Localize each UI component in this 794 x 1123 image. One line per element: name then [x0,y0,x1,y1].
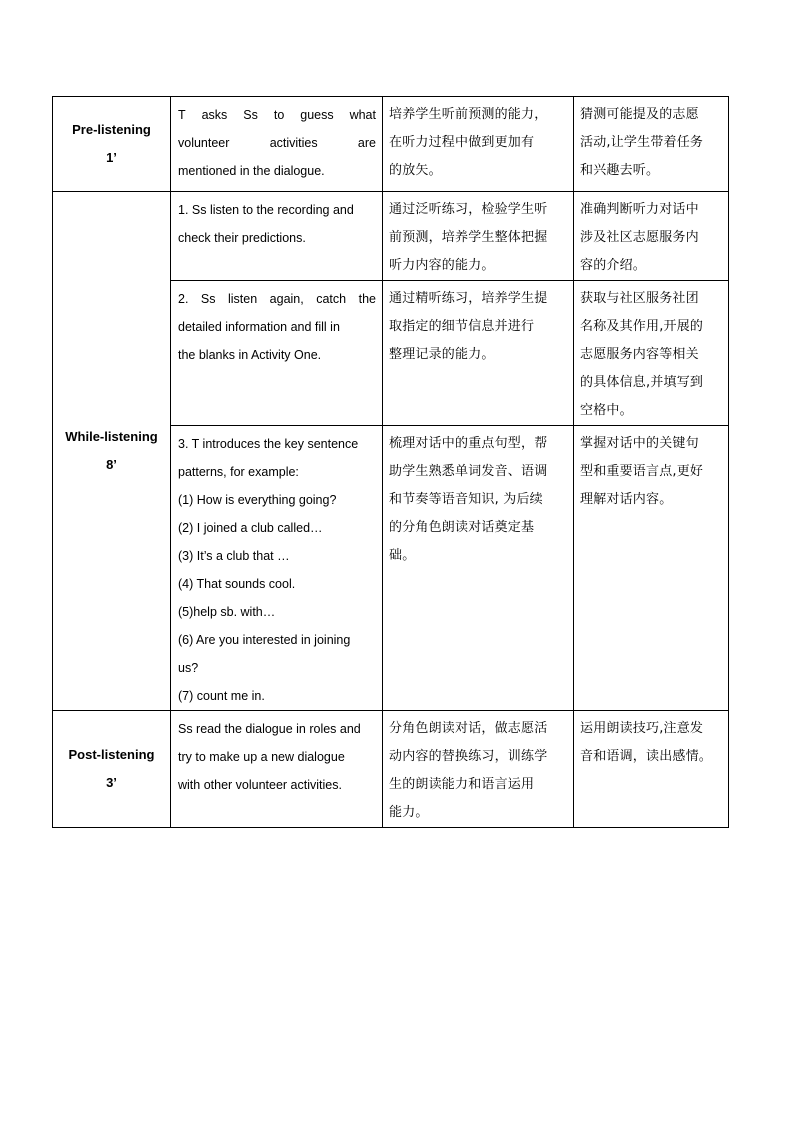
word: 2. [178,292,189,306]
purpose-line: 通过泛听练习，检验学生听 [389,202,548,217]
activity-cell [171,281,383,426]
stage-time: 1’ [106,150,117,165]
note-line: 音和语调，读出感情。 [580,749,713,764]
stage-time: 8’ [106,457,117,472]
word: T [178,108,186,122]
word: to [273,108,285,122]
stage-cell [53,192,171,711]
word: volunteer [178,136,230,150]
activity-cell [171,711,383,828]
purpose-line: 础。 [389,548,416,563]
activity-line: the blanks in Activity One. [178,348,322,362]
purpose-line: 能力。 [389,805,429,820]
purpose-line: 取指定的细节信息并进行 [389,319,535,334]
purpose-cell [383,97,574,192]
word: are [357,136,376,150]
activity-line: (1) How is everything going? [178,493,337,507]
note-line: 理解对话内容。 [580,492,673,507]
note-cell [574,426,729,711]
purpose-line: 在听力过程中做到更加有 [389,135,535,150]
table-row [53,192,729,281]
activity-line: (6) Are you interested in joining [178,633,351,647]
word: Ss [243,108,258,122]
note-line: 容的介绍。 [580,258,647,273]
table-row [53,711,729,828]
purpose-cell [383,281,574,426]
word: listen [228,292,258,306]
word: asks [201,108,228,122]
table-row [53,97,729,192]
activity-line: Ss read the dialogue in roles and [178,722,361,736]
stage-cell [53,97,171,192]
note-line: 活动,让学生带着任务 [580,135,704,150]
note-cell [574,281,729,426]
word: activities [269,136,318,150]
note-line: 准确判断听力对话中 [580,202,699,217]
activity-line: with other volunteer activities. [178,778,342,792]
purpose-line: 动内容的替换练习，训练学 [389,749,548,764]
purpose-line: 听力内容的能力。 [389,258,495,273]
note-line: 运用朗读技巧,注意发 [580,721,704,736]
purpose-line: 整理记录的能力。 [389,347,495,362]
activity-line: (5)help sb. with… [178,605,276,619]
activity-line: (3) It’s a club that … [178,549,290,563]
purpose-cell [383,711,574,828]
word: Ss [200,292,216,306]
word: catch [316,292,347,306]
purpose-line: 的放矢。 [389,163,442,178]
note-line: 的具体信息,并填写到 [580,375,704,390]
note-line: 和兴趣去听。 [580,163,660,178]
activity-cell [171,97,383,192]
word: the [358,292,376,306]
purpose-line: 培养学生听前预测的能力， [389,107,548,122]
note-line: 涉及社区志愿服务内 [580,230,699,245]
stage-name: Post-listening [68,747,155,762]
activity-cell [171,426,383,711]
activity-line: us? [178,661,199,675]
note-cell [574,192,729,281]
note-line: 猜测可能提及的志愿 [580,107,699,122]
purpose-line: 梳理对话中的重点句型，帮 [389,436,548,451]
activity-line: try to make up a new dialogue [178,750,345,764]
activity-line: patterns, for example: [178,465,299,479]
activity-line: (7) count me in. [178,689,265,703]
note-cell [574,711,729,828]
activity-line: (4) That sounds cool. [178,577,296,591]
note-line: 志愿服务内容等相关 [580,347,699,362]
word: again, [269,292,304,306]
note-line: 获取与社区服务社团 [580,291,699,306]
purpose-line: 前预测，培养学生整体把握 [389,230,548,245]
purpose-line: 分角色朗读对话，做志愿活 [389,721,548,736]
stage-name: Pre-listening [72,122,151,137]
stage-name: While-listening [65,429,158,444]
purpose-line: 的分角色朗读对话奠定基 [389,520,535,535]
activity-cell [171,192,383,281]
word: guess [300,108,334,122]
stage-cell [53,711,171,828]
activity-line: 3. T introduces the key sentence [178,437,359,451]
purpose-line: 生的朗读能力和语言运用 [389,777,535,792]
note-line: 掌握对话中的关键句 [580,436,699,451]
purpose-cell [383,192,574,281]
activity-line: detailed information and fill in [178,320,340,334]
note-cell [574,97,729,192]
purpose-line: 通过精听练习，培养学生提 [389,291,548,306]
activity-line: check their predictions. [178,231,306,245]
purpose-line: 助学生熟悉单词发音、语调 [389,464,548,479]
word: what [349,108,376,122]
purpose-line: 和节奏等语音知识, 为后续 [389,492,543,507]
activity-line: 1. Ss listen to the recording and [178,203,354,217]
lesson-plan-table [52,96,729,828]
activity-line: (2) I joined a club called… [178,521,323,535]
stage-time: 3’ [106,775,117,790]
purpose-cell [383,426,574,711]
note-line: 名称及其作用,开展的 [580,319,704,334]
note-line: 空格中。 [580,403,633,418]
note-line: 型和重要语言点,更好 [580,464,704,479]
activity-line: mentioned in the dialogue. [178,164,325,178]
